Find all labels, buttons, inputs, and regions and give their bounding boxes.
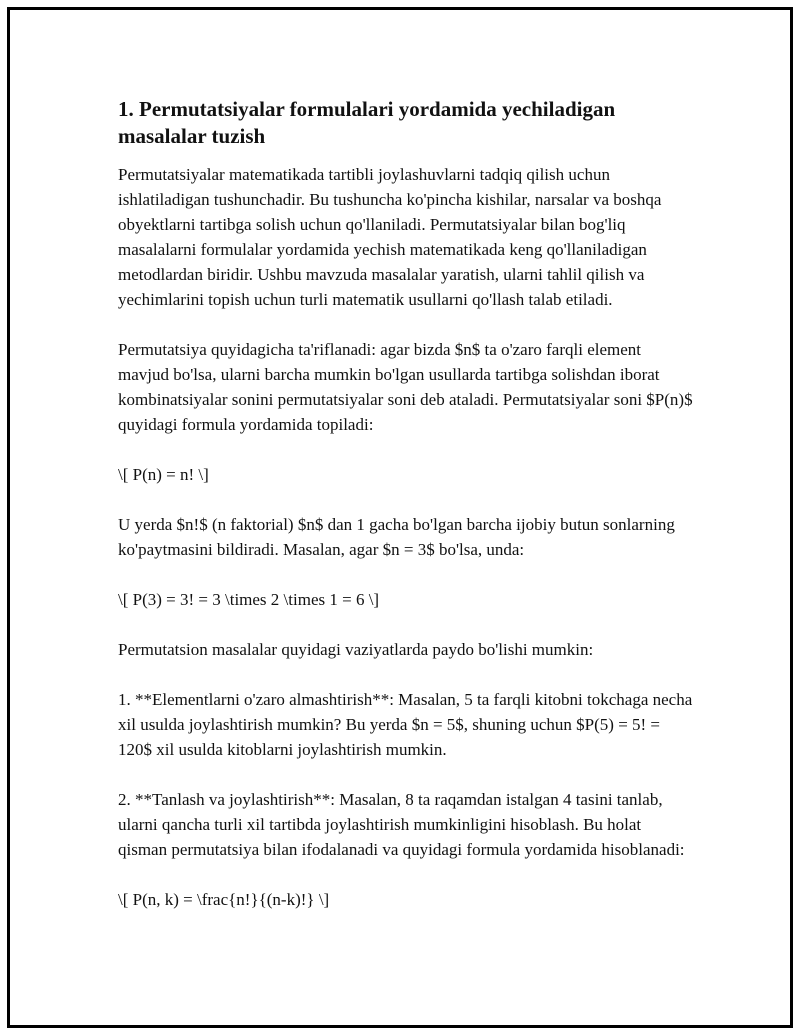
- section-title: 1. Permutatsiyalar formulalari yordamida yechiladigan masalalar tuzish: [118, 97, 616, 148]
- paragraph-intro: Permutatsiyalar matematikada tartibli joylashuvlarni tadqiq qilish uchun ishlatiladigan tushunchadir. Bu tushuncha ko'pincha kishilar, narsalar va boshqa obyektlarni tartibga solish uchun qo'llaniladi. Permutatsiyalar bilan bog'liq masalalarni formulalar yordamida yechish matematikada keng qo'llaniladigan metodlardan biridir. Ushbu mavzuda masalalar yaratish, ularni tahlil qilish va yechimlarini topish uchun turli matematik usullarni qo'llash talab etiladi.: [118, 165, 662, 309]
- paragraph-situations: Permutatsion masalalar quyidagi vaziyatlarda paydo bo'lishi mumkin:: [118, 640, 594, 659]
- list-item-1: 1. **Elementlarni o'zaro almashtirish**: Masalan, 5 ta farqli kitobni tokchaga necha xil usulda joylashtirish mumkin? Bu yerda $n = 5$, shuning uchun $P(5) = 5! = 120$ xil usulda kitoblarni joylashtirish mumkin.: [118, 690, 693, 759]
- formula-partial-permutation: \[ P(n, k) = \frac{n!}{(n-k)!} \]: [118, 890, 330, 909]
- paragraph-definition: Permutatsiya quyidagicha ta'riflanadi: agar bizda $n$ ta o'zaro farqli element mavjud bo'lsa, ularni barcha mumkin bo'lgan usullarda tartibga solishdan iborat kombinatsiyalar sonini permutatsiyalar soni deb ataladi. Permutatsiyalar soni $P(n)$ quyidagi formula yordamida topiladi:: [118, 340, 693, 434]
- document-body: [118, 96, 693, 912]
- formula-example: \[ P(3) = 3! = 3 \times 2 \times 1 = 6 \]: [118, 590, 380, 609]
- paragraph-factorial: U yerda $n!$ (n faktorial) $n$ dan 1 gacha bo'lgan barcha ijobiy butun sonlarning ko'paytmasini bildiradi. Masalan, agar $n = 3$ bo'lsa, unda:: [118, 515, 675, 559]
- formula-permutation: \[ P(n) = n! \]: [118, 465, 209, 484]
- list-item-2: 2. **Tanlash va joylashtirish**: Masalan, 8 ta raqamdan istalgan 4 tasini tanlab, ularni qancha turli xil tartibda joylashtirish mumkinligini hisoblash. Bu holat qisman permutatsiya bilan ifodalanadi va quyidagi formula yordamida hisoblanadi:: [118, 790, 685, 859]
- page-frame: [7, 7, 793, 1028]
